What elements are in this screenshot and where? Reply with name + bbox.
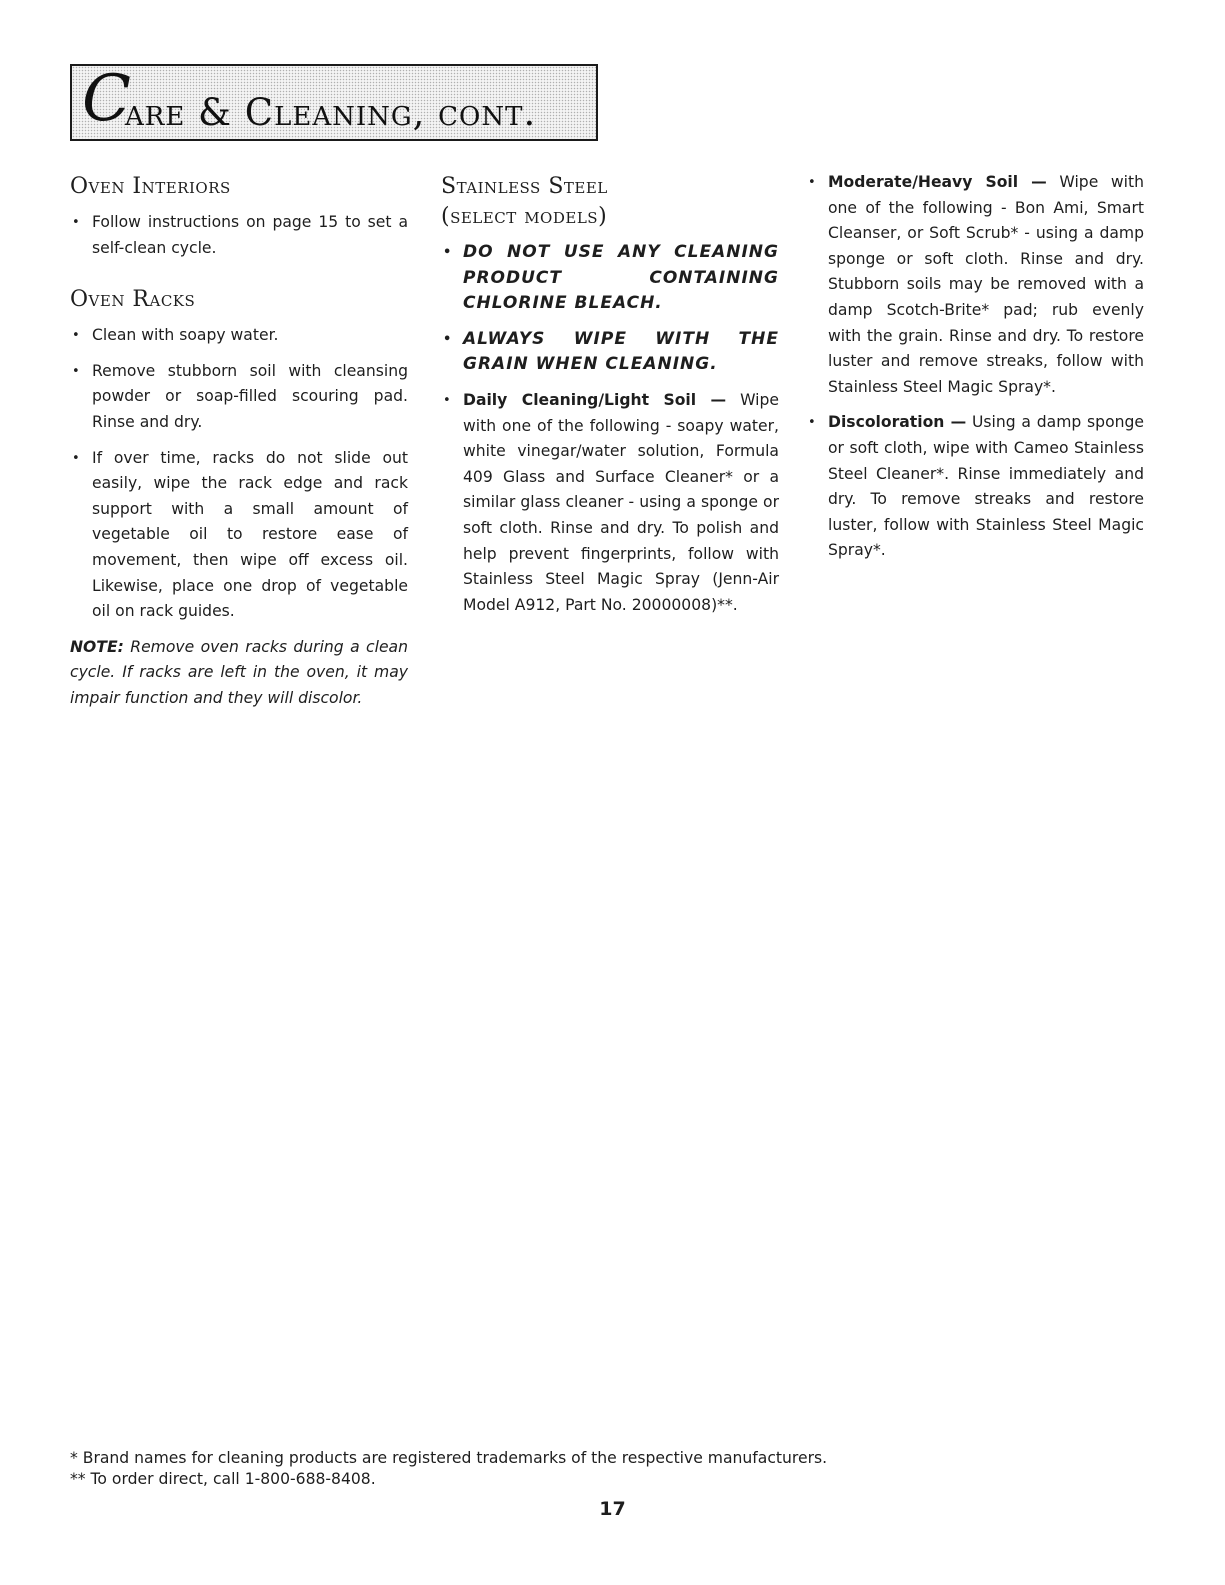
note-text: Remove oven racks during a clean cycle. If racks are left in the oven, it may impair function and they will discolor. [70,637,408,707]
interiors-list [70,210,408,261]
soil-list [806,170,1144,564]
column-oven [70,172,408,712]
list-item: • Follow instructions on page 15 to set a self-clean cycle. [70,210,408,261]
title-initial: C [82,62,131,136]
stainless-list [441,240,779,618]
discolor-text: Using a damp sponge or soft cloth, wipe with Cameo Stainless Steel Cleaner*. Rinse immediately and dry. To remove streaks and restore luster, follow with Stainless Steel Magic Spray*. [828,413,1144,560]
heading-oven-racks: Oven Racks [70,287,196,313]
page-title: are & Cleaning, cont. [124,91,537,134]
note-label: NOTE: [70,637,124,656]
section-title-banner [70,64,598,141]
list-item: • Remove stubborn soil with cleansing powder or soap-filled scouring pad. Rinse and dry. [70,359,408,436]
list-item: • If over time, racks do not slide out easily, wipe the rack edge and rack support with a small amount of vegetable oil to restore ease of movement, then wipe off excess oil. Likewise, place one drop of vegetable oil on rack guides. [70,446,408,625]
rack-note [70,635,408,712]
list-item-discoloration [806,410,1144,564]
page-number: 17 [599,1498,626,1520]
moderate-text: Wipe with one of the following - Bon Ami, Smart Cleanser, or Soft Scrub* - using a damp sponge or soft cloth. Rinse and dry. Stubborn soils may be removed with a damp Scotch-Brite* pad; rub evenly with the grain. Rinse and dry. To restore luster and remove streaks, follow with Stainless Steel Magic Spray*. [828,173,1144,396]
list-item-daily-cleaning [441,388,779,618]
daily-lead: Daily Cleaning/Light Soil — [463,390,727,409]
footnotes [70,1448,1070,1490]
footnote-trademarks: * Brand names for cleaning products are registered trademarks of the respective manufacturers. [70,1449,828,1467]
column-stainless-cont [806,170,1144,574]
heading-oven-interiors: Oven Interiors [70,174,231,199]
warning-bleach: • DO NOT USE ANY CLEANING PRODUCT CONTAINING CHLORINE BLEACH. [441,240,779,317]
racks-list [70,323,408,625]
warning-grain: • ALWAYS WIPE WITH THE GRAIN WHEN CLEANING. [441,327,779,378]
list-item: • Clean with soapy water. [70,323,408,349]
column-stainless-steel [441,172,779,628]
moderate-lead: Moderate/Heavy Soil — [828,173,1047,191]
heading-stainless-steel: Stainless Steel [441,174,608,199]
footnote-order: ** To order direct, call 1-800-688-8408. [70,1470,376,1488]
list-item-moderate-soil [806,170,1144,400]
heading-select-models: (select models) [441,204,608,229]
daily-text: Wipe with one of the following - soapy water, white vinegar/water solution, Formula 409 Glass and Surface Cleaner* or a similar glass cleaner - using a sponge or soft cloth. Rinse and dry. To polish and help prevent fingerprints, follow with Stainless Steel Magic Spray (Jenn-Air Model A912, Part No. 20000008)**. [463,390,779,614]
discolor-lead: Discoloration — [828,413,967,432]
